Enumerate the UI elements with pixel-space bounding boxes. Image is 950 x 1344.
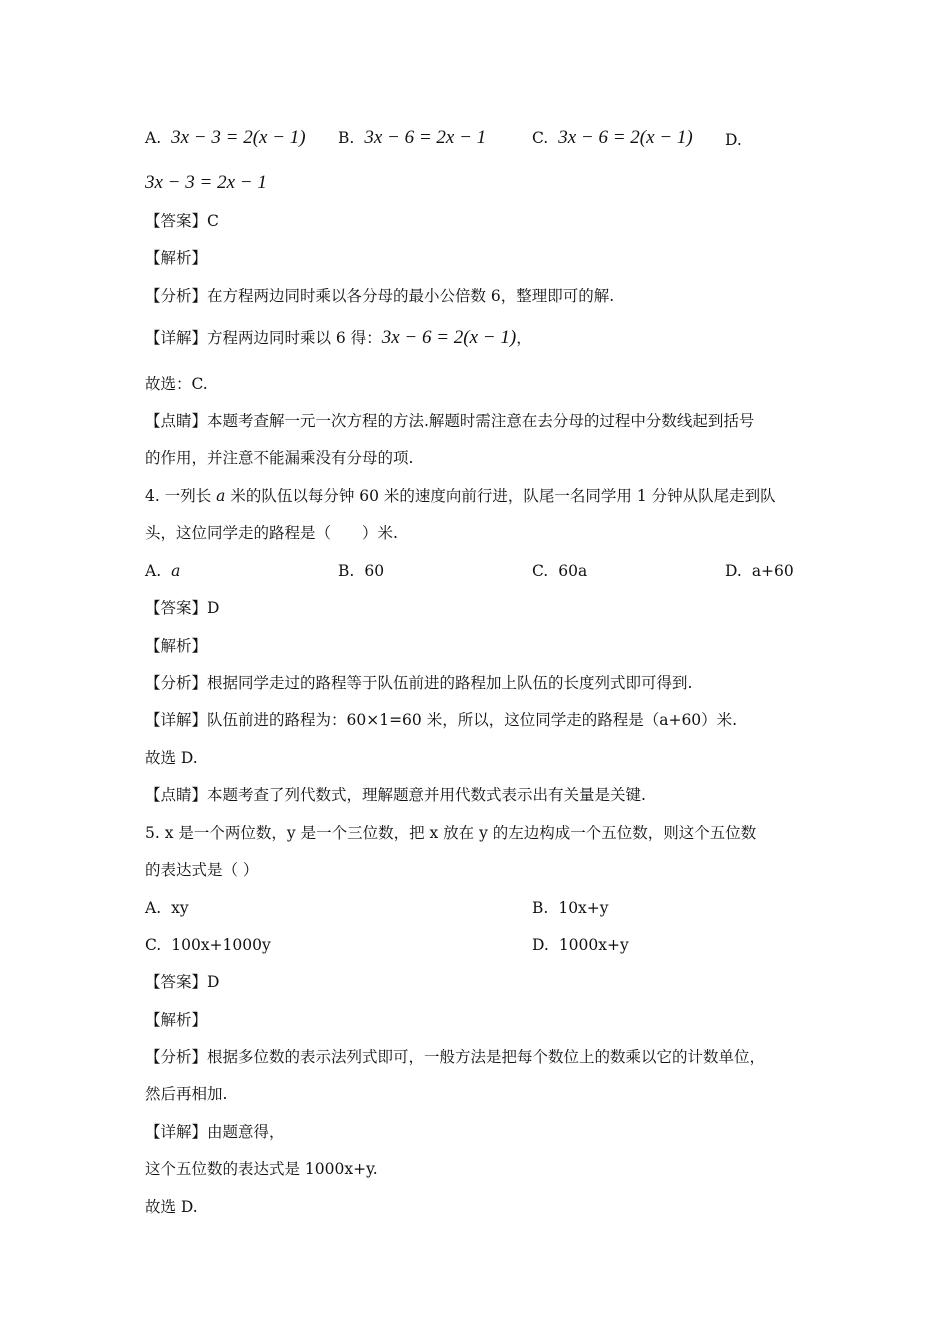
q3-option-d [725, 130, 752, 150]
xiangjie-text: 【详解】方程两边同时乘以 6 得： [145, 329, 382, 347]
option-label: D. [725, 562, 742, 580]
option-label: C. [532, 129, 549, 147]
q4-dianjing: 【点睛】本题考查了列代数式，理解题意并用代数式表示出有关量是关键. [145, 786, 646, 804]
q3-fenxi: 【分析】在方程两边同时乘以各分母的最小公倍数 6，整理即可的解. [145, 287, 615, 305]
q3-xiangjie [145, 328, 532, 348]
q5-stem-1: 5. x 是一个两位数，y 是一个三位数，把 x 放在 y 的左边构成一个五位数，则这个五位数 [145, 824, 757, 842]
xiangjie-suffix: ， [516, 329, 532, 347]
option-value: 10x+y [558, 899, 609, 917]
q4-stem-2: 头，这位同学走的路程是（ ）米. [145, 524, 398, 542]
q4-guxuan: 故选 D. [145, 749, 198, 767]
q4-fenxi: 【分析】根据同学走过的路程等于队伍前进的路程加上队伍的长度列式即可得到. [145, 674, 693, 692]
q5-option-d [532, 935, 629, 955]
q4-xiangjie: 【详解】队伍前进的路程为：60×1=60 米，所以，这位同学走的路程是（a+60）米. [145, 711, 738, 729]
option-value: 60 [364, 562, 385, 580]
option-label: B. [338, 129, 355, 147]
q5-answer: 【答案】D [145, 973, 220, 991]
option-label: C. [532, 562, 549, 580]
q5-fenxi-2: 然后再相加. [145, 1085, 228, 1103]
q3-dianjing-2: 的作用，并注意不能漏乘没有分母的项. [145, 449, 414, 467]
q3-analysis-heading: 【解析】 [145, 249, 208, 267]
q4-stem-text: 4. 一列长 [145, 487, 217, 505]
q5-xiangjie: 【详解】由题意得， [145, 1123, 285, 1141]
option-expr: 3x − 3 = 2(x − 1) [171, 127, 306, 148]
q4-option-c [532, 561, 587, 581]
option-label: D. [532, 936, 549, 954]
q4-stem-var: a [216, 487, 226, 505]
q3-option-b [338, 128, 486, 148]
option-value: 1000x+y [558, 936, 629, 954]
q4-analysis-heading: 【解析】 [145, 637, 208, 655]
q4-stem-1 [145, 486, 776, 506]
option-label: C. [145, 936, 162, 954]
option-value: xy [171, 899, 189, 917]
q3-option-c [532, 128, 693, 148]
q5-option-a [145, 898, 189, 918]
option-label: A. [145, 899, 162, 917]
q5-fenxi-1: 【分析】根据多位数的表示法列式即可，一般方法是把每个数位上的数乘以它的计数单位， [145, 1048, 766, 1066]
option-label: A. [145, 562, 162, 580]
q4-option-d [725, 561, 794, 581]
q3-option-d-expr: 3x − 3 = 2x − 1 [145, 172, 267, 193]
q4-option-a [145, 561, 180, 581]
q3-dianjing-1: 【点睛】本题考查解一元一次方程的方法.解题时需注意在去分母的过程中分数线起到括号 [145, 412, 755, 430]
q4-stem-text-2: 米的队伍以每分钟 60 米的速度向前行进，队尾一名同学用 1 分钟从队尾走到队 [225, 487, 776, 505]
q5-analysis-heading: 【解析】 [145, 1011, 208, 1029]
q5-option-c [145, 935, 271, 955]
xiangjie-expr: 3x − 6 = 2(x − 1) [381, 327, 517, 348]
option-value: a+60 [751, 562, 794, 580]
option-value: 100x+1000y [171, 936, 271, 954]
option-expr: 3x − 6 = 2x − 1 [364, 127, 487, 148]
option-label: B. [532, 899, 549, 917]
q4-answer: 【答案】D [145, 599, 220, 617]
q3-answer: 【答案】C [145, 212, 219, 230]
q5-expression-line: 这个五位数的表达式是 1000x+y. [145, 1160, 378, 1178]
option-label: A. [145, 129, 162, 147]
option-label: B. [338, 562, 355, 580]
q3-guxuan: 故选：C. [145, 375, 208, 393]
q4-option-b [338, 561, 384, 581]
option-value: a [171, 562, 181, 580]
q5-stem-2: 的表达式是（ ） [145, 861, 259, 879]
option-label: D. [725, 131, 742, 149]
option-value: 60a [558, 562, 588, 580]
q3-option-a [145, 128, 306, 148]
option-expr: 3x − 6 = 2(x − 1) [558, 127, 693, 148]
q5-option-b [532, 898, 609, 918]
q5-guxuan: 故选 D. [145, 1198, 198, 1216]
